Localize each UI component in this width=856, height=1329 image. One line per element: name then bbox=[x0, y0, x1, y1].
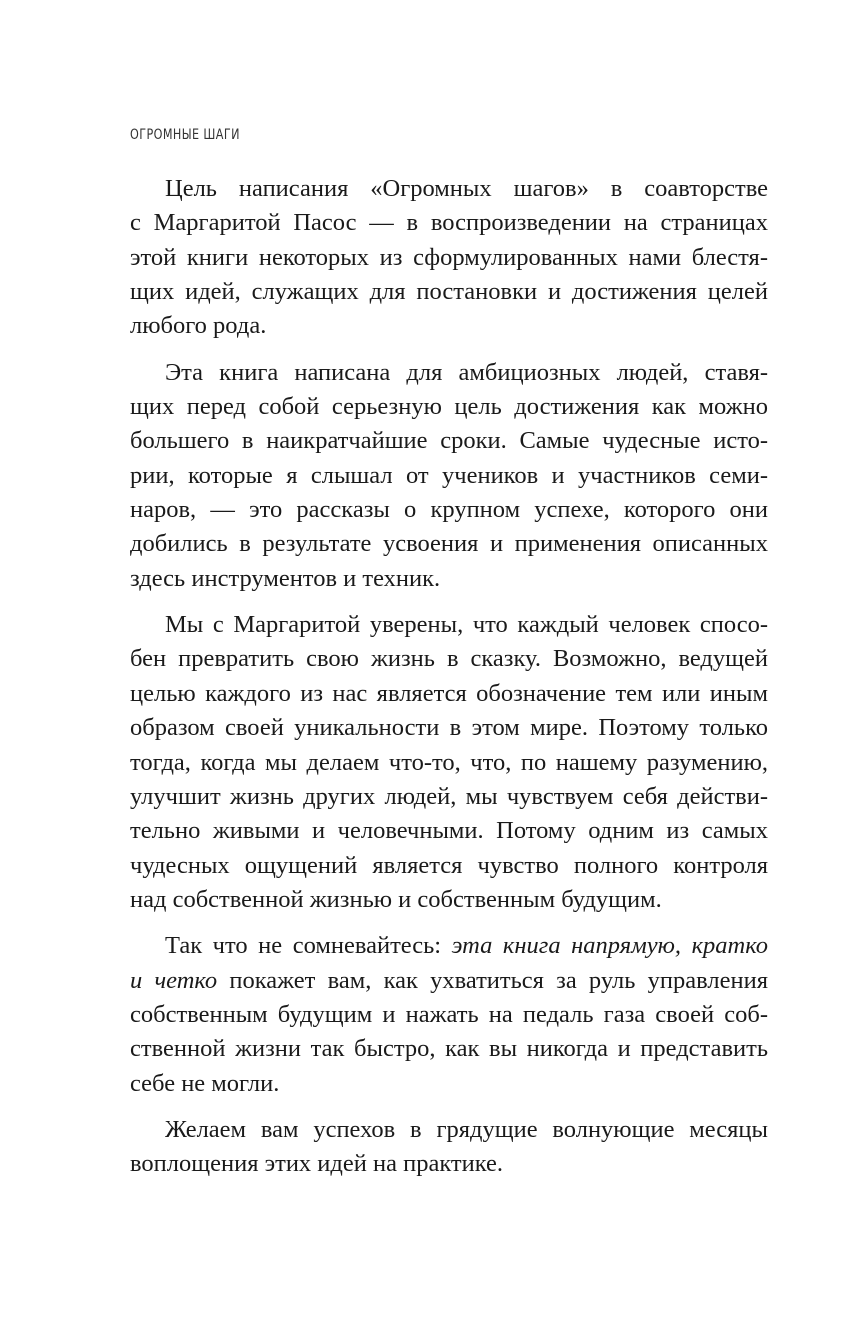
text-line: здесь инструментов и техник. bbox=[130, 564, 441, 592]
italic-run: и четко bbox=[130, 966, 218, 994]
text-line: собственным будущим и нажать на педаль газа своей соб- bbox=[130, 1000, 768, 1028]
text-line: себе не могли. bbox=[130, 1069, 280, 1097]
text-line: этой книги некоторых из сформулированных нами блестя- bbox=[130, 243, 768, 271]
text-line: ственной жизни так быстро, как вы никогда и представить bbox=[130, 1035, 768, 1063]
text-line bbox=[130, 964, 768, 998]
text-line: наров, — это рассказы о крупном успехе, которого они bbox=[130, 496, 768, 524]
text-line: улучшит жизнь других людей, мы чувствуем себя действи- bbox=[130, 782, 768, 810]
text-line: с Маргаритой Пасос — в воспроизведении на страницах bbox=[130, 209, 768, 237]
text-line: любого рода. bbox=[130, 312, 267, 340]
text-line bbox=[130, 929, 768, 963]
text-line: тогда, когда мы делаем что-то, что, по нашему разумению, bbox=[130, 748, 768, 776]
running-head: ОГРОМНЫЕ ШАГИ bbox=[130, 127, 240, 143]
text-line: бен превратить свою жизнь в сказку. Возможно, ведущей bbox=[130, 645, 768, 673]
body-text bbox=[130, 172, 768, 1182]
text-line: тельно живыми и человечными. Потому одним из самых bbox=[130, 817, 768, 845]
text-line: Мы с Маргаритой уверены, что каждый человек спосо- bbox=[165, 611, 768, 639]
paragraph-3 bbox=[130, 608, 768, 917]
paragraph-5 bbox=[130, 1113, 768, 1182]
text-line: добились в результате усвоения и применения описанных bbox=[130, 530, 768, 558]
paragraph-4 bbox=[130, 929, 768, 1101]
text-line: Желаем вам успехов в грядущие волнующие месяцы bbox=[165, 1115, 768, 1143]
text-line: Эта книга написана для амбициозных людей, ставя- bbox=[165, 358, 768, 386]
italic-run: эта книга напрямую, кратко bbox=[451, 932, 768, 960]
text-line: над собственной жизнью и собственным будущим. bbox=[130, 885, 662, 913]
text-run: покажет вам, как ухватиться за руль управления bbox=[217, 966, 768, 994]
text-run: Так что не сомневайтесь: bbox=[165, 932, 452, 960]
text-line: образом своей уникальности в этом мире. Поэтому только bbox=[130, 714, 768, 742]
text-line: целью каждого из нас является обозначение тем или иным bbox=[130, 679, 768, 707]
text-line: большего в наикратчайшие сроки. Самые чудесные исто- bbox=[130, 427, 768, 455]
text-line: воплощения этих идей на практике. bbox=[130, 1150, 504, 1178]
text-line: щих идей, служащих для постановки и достижения целей bbox=[130, 278, 768, 306]
paragraph-2 bbox=[130, 356, 768, 596]
text-line: Цель написания «Огромных шагов» в соавторстве bbox=[165, 175, 768, 202]
text-line: рии, которые я слышал от учеников и участников семи- bbox=[130, 461, 768, 489]
paragraph-1 bbox=[130, 172, 768, 344]
text-line: чудесных ощущений является чувство полного контроля bbox=[130, 851, 768, 879]
text-line: щих перед собой серьезную цель достижения как можно bbox=[130, 393, 768, 421]
